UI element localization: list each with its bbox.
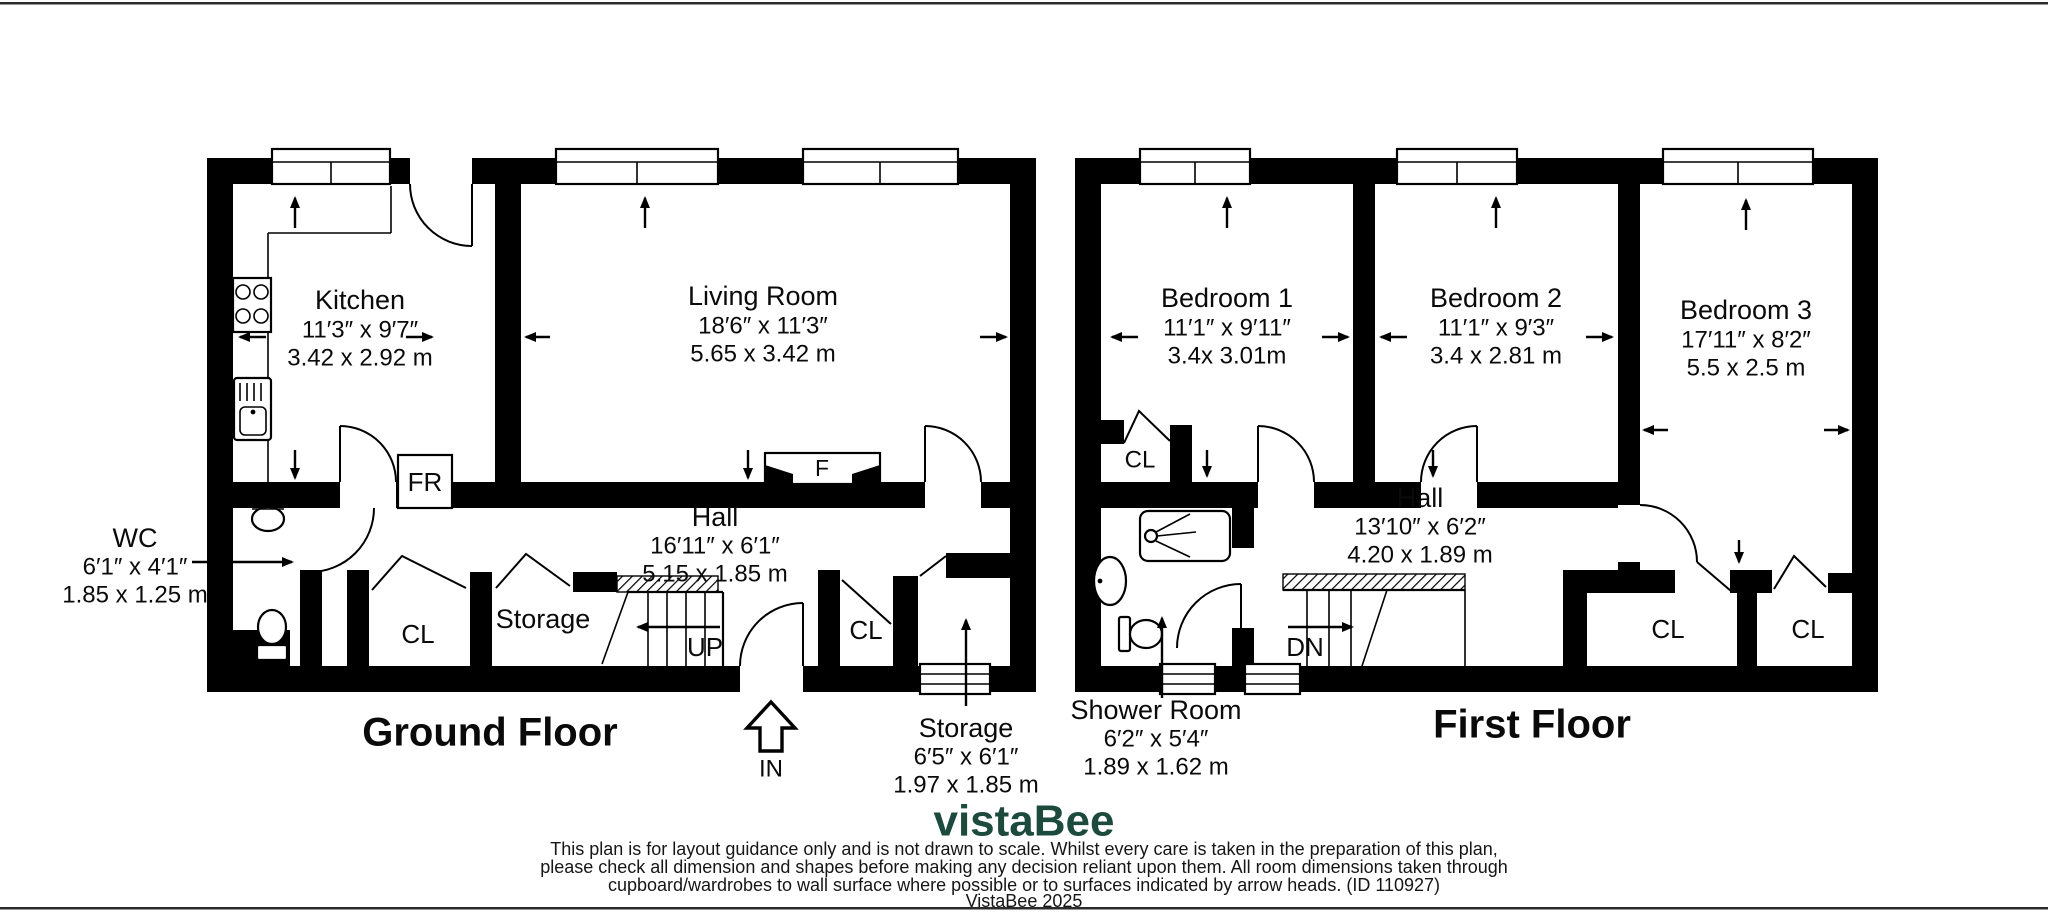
kitchen-name: Kitchen [314,285,406,316]
bedroom3-metric: 5.5 x 2.5 m [1686,354,1806,382]
door-living-hall [925,426,981,482]
ff-closet-right-label: CL [1791,613,1825,644]
vistabee-logo: vistaBee [933,796,1115,846]
window-bedroom2 [1397,149,1517,184]
door-kitchen-top [410,184,472,246]
stairs-down [1283,574,1465,666]
copyright-line: VistaBee 2025 [965,890,1083,911]
entrance-in-label: IN [759,755,783,783]
door-shower-room [1177,584,1241,648]
storage-understairs-label: Storage [495,604,591,635]
shower-room-name: Shower Room [1070,695,1242,726]
storage-rear-imperial: 6′5″ x 6′1″ [913,743,1019,771]
bedroom1-metric: 3.4x 3.01m [1167,342,1287,370]
fridge-label: FR [407,466,443,497]
door-ff-closet-left [1697,562,1731,591]
door-closet-bedroom1 [1124,411,1170,443]
door-kitchen-hall [340,426,396,482]
storage-rear-name: Storage [918,713,1014,744]
door-wc [310,508,374,572]
gf-hall-imperial: 16′11″ x 6′1″ [650,532,780,560]
wc-name: WC [112,523,158,554]
door-bedroom1 [1258,426,1314,482]
ff-toilet-icon [1119,617,1162,651]
ground-floor-title: Ground Floor [362,710,618,755]
door-bedroom2 [1421,426,1477,482]
wc-imperial: 6′1″ x 4′1″ [82,553,188,581]
stairs-down-label: DN [1286,631,1324,662]
bedroom1-imperial: 11′1″ x 9′11″ [1163,314,1291,342]
fridge-symbol [398,455,452,508]
disclaimer-line-3: cupboard/wardrobes to wall surface where possible or to surfaces indicated by arrow heads. (ID 110927) [607,874,1441,895]
door-entrance [740,603,803,666]
fireplace-label: F [814,455,830,482]
shower-tray-icon [1140,511,1230,561]
door-storage-understairs [496,554,570,588]
ff-closet-bedroom1-label: CL [1124,446,1156,474]
window-bedroom3 [1663,149,1813,184]
fireplace-symbol [765,453,880,484]
bedroom2-imperial: 11′1″ x 9′3″ [1437,314,1555,342]
disclaimer-line-1: This plan is for layout guidance only and is not drawn to scale. Whilst every care is taken in the preparation of this plan, [550,838,1498,859]
living-room-imperial: 18′6″ x 11′3″ [698,312,828,340]
ground-floor-plan [62,149,1038,798]
hob-icon [233,278,271,332]
door-closet1 [372,556,466,590]
wc-toilet-icon [257,610,287,660]
window-shower-room [1160,664,1215,694]
gf-closet2-label: CL [849,614,883,645]
gf-hall-metric: 5.15 x 1.85 m [642,560,788,588]
ff-hall-name: Hall [1396,483,1444,514]
entrance-in-arrow-icon [747,702,795,751]
gf-hall-name: Hall [691,502,739,533]
window-storage-rear [920,664,990,694]
first-floor-title: First Floor [1433,702,1631,747]
ff-hall-imperial: 13′10″ x 6′2″ [1354,513,1486,541]
ff-closet-left-label: CL [1651,613,1685,644]
storage-rear-metric: 1.97 x 1.85 m [893,771,1039,799]
window-bedroom1 [1140,149,1250,184]
ff-hall-metric: 4.20 x 1.89 m [1347,541,1493,569]
stairs-up [602,576,723,666]
gf-closet1-label: CL [401,618,435,649]
shower-room-metric: 1.89 x 1.62 m [1083,753,1229,781]
kitchen-metric: 3.42 x 2.92 m [287,344,433,372]
living-room-metric: 5.65 x 3.42 m [690,340,836,368]
door-ff-closet-right [1774,556,1826,589]
door-bedroom3 [1640,505,1697,562]
living-room-name: Living Room [687,281,839,312]
sink-icon [234,378,271,440]
shower-room-imperial: 6′2″ x 5′4″ [1103,725,1209,753]
stairs-up-label: UP [686,631,724,662]
window-ff-hall [1245,664,1300,694]
bedroom3-name: Bedroom 3 [1679,295,1813,326]
footer [540,797,1508,911]
wc-metric: 1.85 x 1.25 m [62,581,208,609]
bedroom2-metric: 3.4 x 2.81 m [1429,342,1563,370]
bedroom1-name: Bedroom 1 [1160,283,1294,314]
window-living-1 [556,149,718,184]
window-living-2 [803,149,958,184]
bedroom2-name: Bedroom 2 [1429,283,1563,314]
first-floor-plan [1070,149,1878,780]
top-border-line [0,2,2048,5]
ff-basin-icon [1094,557,1126,605]
bedroom3-imperial: 17′11″ x 8′2″ [1681,326,1811,354]
window-kitchen [272,149,390,184]
kitchen-imperial: 11′3″ x 9′7″ [301,316,419,344]
wc-basin-icon [252,507,284,531]
disclaimer-line-2: please check all dimension and shapes before making any decision reliant upon them. All room dimensions taken through [540,856,1508,877]
door-storage-rear [920,556,946,576]
